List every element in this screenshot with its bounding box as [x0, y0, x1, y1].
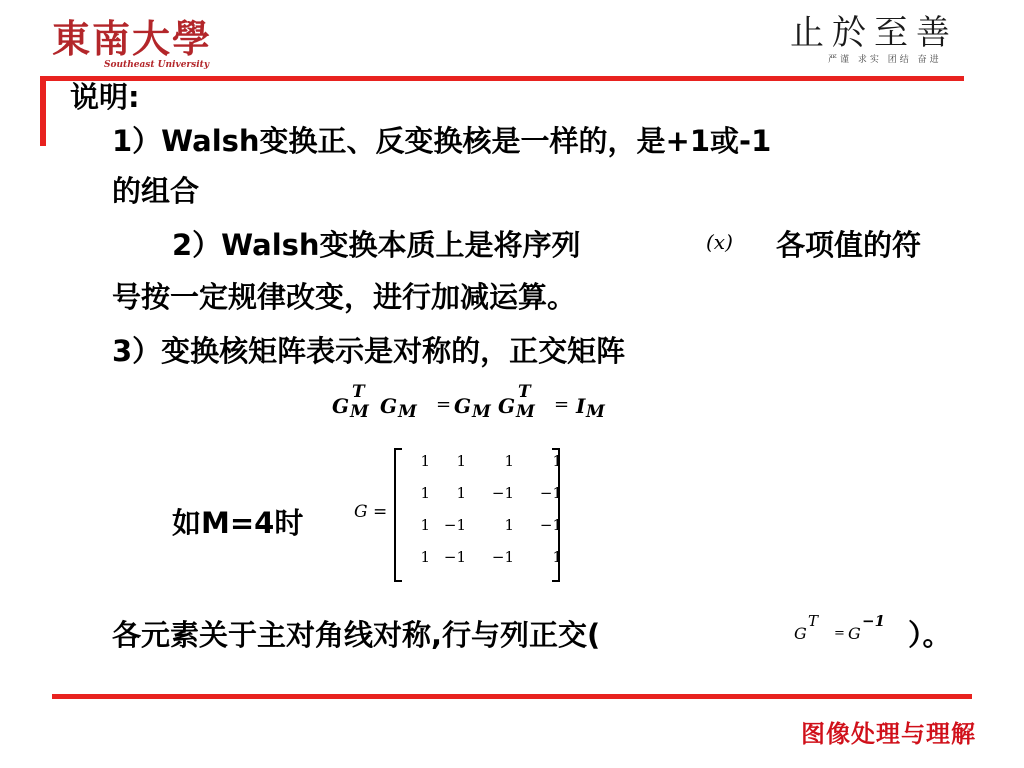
matrix-cell: −1 — [491, 548, 514, 566]
bottom-divider — [52, 694, 972, 699]
matrix-cell: 1 — [504, 516, 514, 534]
point-2-line-1a: 2）Walsh变换本质上是将序列 — [172, 228, 581, 262]
matrix-cell: 1 — [420, 516, 430, 534]
point-1-line-1: 1）Walsh变换正、反变换核是一样的，是+1或-1 — [112, 124, 772, 158]
motto-text: 止於至善 — [790, 13, 958, 53]
matrix-cell: 1 — [552, 452, 562, 470]
orthogonality-equation: G T M G M = G M G T M = I M — [332, 382, 605, 422]
logo-subtitle: Southeast University — [104, 60, 210, 70]
walsh-matrix — [394, 448, 560, 580]
transpose-inverse-equation: G T = G −1 — [794, 612, 886, 643]
motto-subtitle: 严谨 求实 团结 奋进 — [828, 55, 942, 65]
matrix-cell: −1 — [443, 516, 466, 534]
point-1-line-2: 的组合 — [112, 174, 200, 208]
matrix-cell: −1 — [539, 516, 562, 534]
conclusion-text: 各元素关于主对角线对称,行与列正交( — [112, 618, 601, 652]
matrix-cell: −1 — [443, 548, 466, 566]
point-3: 3）变换核矩阵表示是对称的，正交矩阵 — [112, 334, 626, 368]
point-2-line-1b: 各项值的符 — [776, 228, 922, 262]
matrix-cell: 1 — [552, 548, 562, 566]
logo-text: 東南大學 — [52, 16, 213, 61]
matrix-cell: −1 — [539, 484, 562, 502]
matrix-cell: 1 — [456, 452, 466, 470]
top-divider — [40, 76, 964, 81]
matrix-cell: 1 — [420, 452, 430, 470]
matrix-label: G = — [354, 502, 388, 522]
matrix-cell: −1 — [491, 484, 514, 502]
matrix-cell: 1 — [456, 484, 466, 502]
point-2-line-2: 号按一定规律改变，进行加减运算。 — [112, 280, 577, 314]
university-logo — [52, 18, 222, 76]
conclusion-end: ）。 — [908, 618, 952, 652]
matrix-cell: 1 — [504, 452, 514, 470]
matrix-cell: 1 — [420, 548, 430, 566]
motto-logo — [790, 14, 980, 70]
sequence-symbol: (x) — [706, 230, 733, 254]
course-title: 图像处理与理解 — [801, 720, 976, 748]
left-accent-bar — [40, 76, 46, 146]
section-heading: 说明: — [70, 80, 140, 114]
example-label: 如M=4时 — [172, 506, 304, 540]
matrix-cell: 1 — [420, 484, 430, 502]
